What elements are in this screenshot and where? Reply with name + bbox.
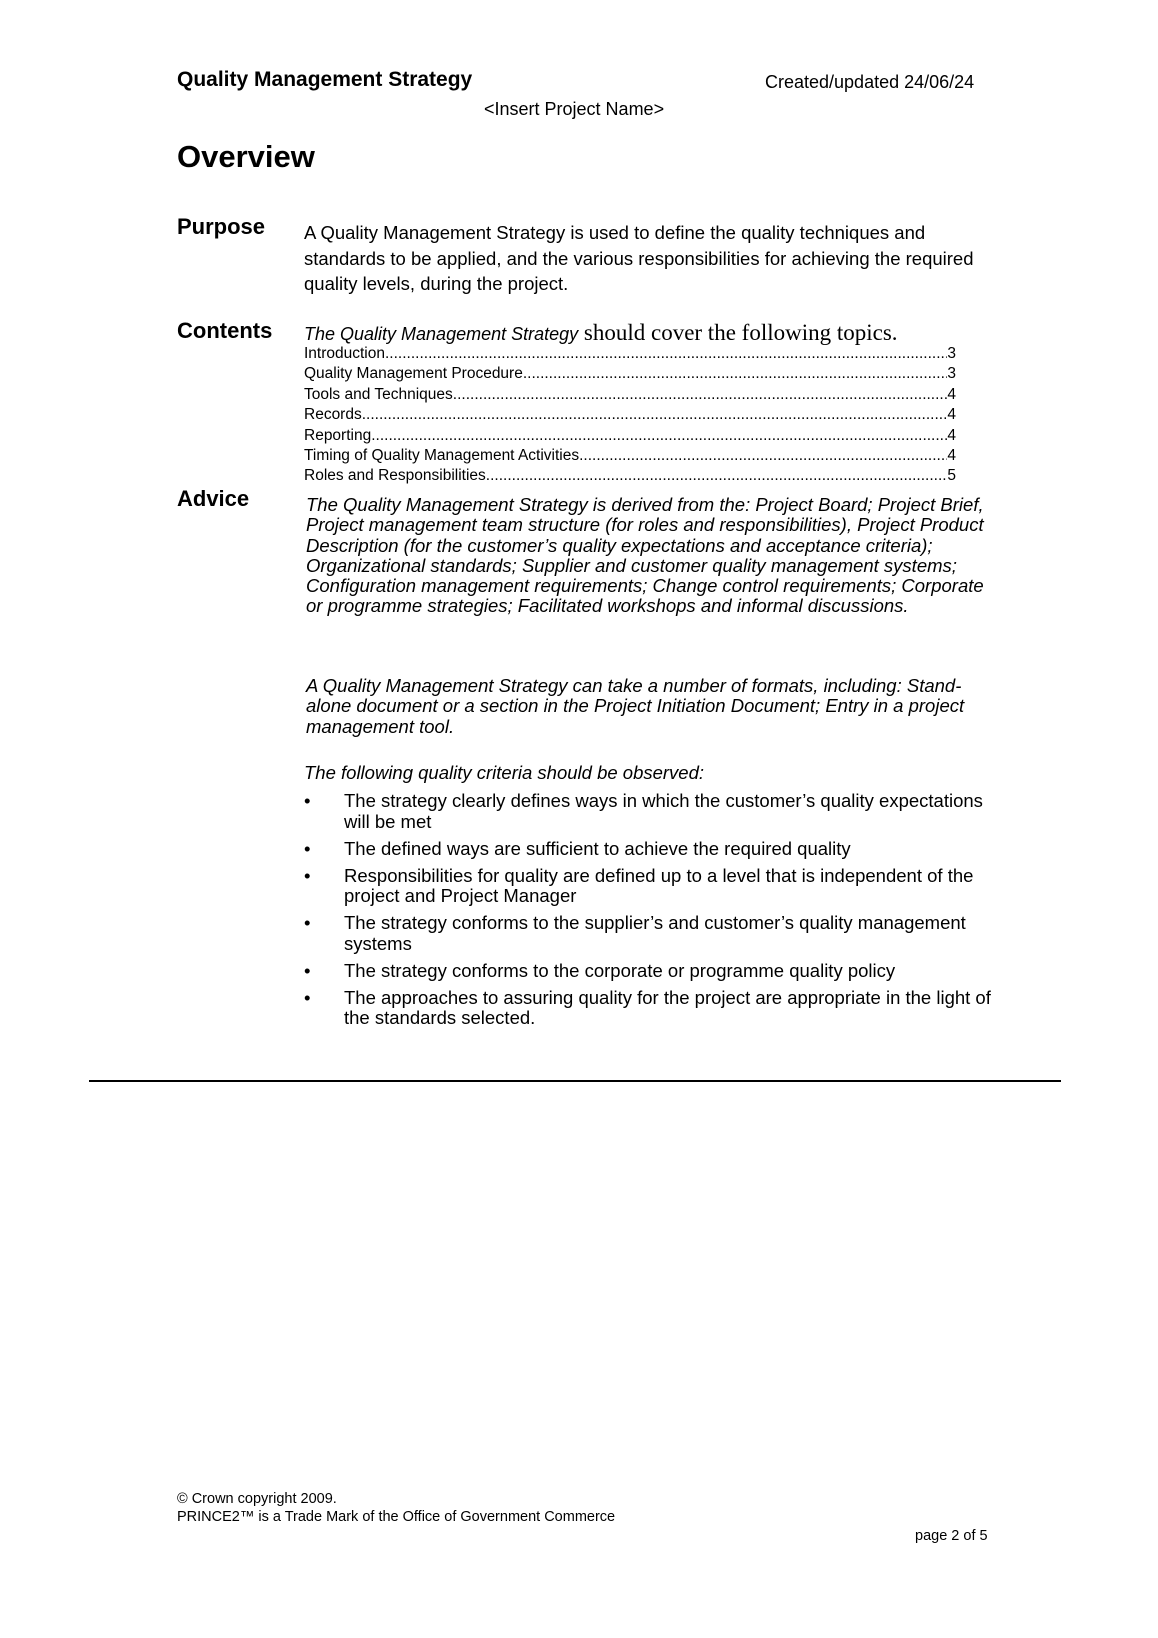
toc-entry-page: 3: [947, 345, 956, 362]
toc-leader: [523, 365, 948, 383]
toc-leader: [486, 467, 948, 485]
criteria-text: The approaches to assuring quality for the project are appropriate in the light of the standards selected.: [344, 986, 991, 1028]
toc-entry-page: 4: [947, 385, 956, 403]
toc-entry-label: Roles and Responsibilities: [304, 467, 486, 485]
toc-entry-page: 4: [947, 426, 956, 444]
contents-intro-rest: should cover the following topics.: [578, 320, 898, 345]
criteria-item: [304, 791, 1004, 832]
toc-leader: [453, 386, 948, 404]
toc-entry-label: Timing of Quality Management Activities: [304, 446, 580, 464]
toc-entry[interactable]: [304, 467, 956, 487]
bullet-icon: •: [304, 986, 311, 1008]
quality-criteria-list: [304, 791, 1004, 1035]
page-number: page 2 of 5: [915, 1528, 988, 1544]
bullet-icon: •: [304, 912, 311, 933]
toc-leader: [385, 345, 947, 363]
toc-entry-label: Tools and Techniques: [304, 385, 453, 403]
criteria-text: The strategy conforms to the corporate or programme quality policy: [344, 959, 896, 981]
toc-leader: [371, 427, 947, 445]
trademark-notice: PRINCE2™ is a Trade Mark of the Office of Government Commerce: [177, 1509, 616, 1525]
table-of-contents: [304, 345, 956, 488]
criteria-item: [304, 961, 1004, 982]
toc-entry[interactable]: [304, 386, 956, 406]
toc-entry-label: Reporting: [304, 426, 372, 444]
purpose-label: Purpose: [177, 214, 266, 239]
advice-paragraph: The Quality Management Strategy is derived from the: Project Board; Project Brief, Project management team structure (for roles and responsibilities), Project Product Description (for the customer’s quality expectations and acceptance criteria); Organizational standards; Supplier and customer quality management systems; Configuration management requirements; Change control requirements; Corporate or programme strategies; Facilitated workshops and informal discussions.: [306, 494, 984, 617]
toc-entry-page: 4: [947, 446, 956, 464]
criteria-text: The strategy clearly defines ways in which the customer’s quality expectations will be met: [344, 790, 983, 832]
copyright-notice: © Crown copyright 2009.: [177, 1491, 337, 1507]
criteria-text: The defined ways are sufficient to achieve the required quality: [344, 837, 851, 859]
purpose-text: A Quality Management Strategy is used to define the quality techniques and standards to be applied, and the various responsibilities for achieving the required quality levels, during the project.: [304, 222, 974, 294]
toc-leader: [579, 447, 947, 465]
overview-heading: Overview: [177, 139, 315, 174]
toc-entry-page: 4: [947, 406, 956, 424]
toc-entry-page: 5: [947, 467, 956, 485]
criteria-intro: The following quality criteria should be observed:: [304, 762, 705, 783]
footer-divider: [89, 1080, 1061, 1082]
toc-entry-page: 3: [947, 365, 956, 383]
document-title: Quality Management Strategy: [177, 68, 473, 91]
updated-date: Created/updated 24/06/24: [765, 72, 975, 92]
bullet-icon: •: [304, 959, 311, 981]
bullet-icon: •: [304, 864, 311, 886]
criteria-item: [304, 866, 1004, 907]
bullet-icon: •: [304, 790, 311, 811]
toc-entry[interactable]: [304, 427, 956, 447]
criteria-item: [304, 988, 1004, 1029]
toc-entry-label: Introduction: [304, 345, 385, 362]
toc-entry[interactable]: [304, 406, 956, 426]
contents-label: Contents: [177, 318, 273, 343]
toc-entry[interactable]: [304, 365, 956, 385]
toc-leader: [362, 406, 948, 424]
advice-label: Advice: [177, 486, 250, 511]
bullet-icon: •: [304, 837, 311, 859]
criteria-text: The strategy conforms to the supplier’s and customer’s quality management systems: [344, 912, 966, 954]
toc-entry[interactable]: [304, 447, 956, 467]
toc-entry-label: Quality Management Procedure: [304, 365, 523, 383]
criteria-item: [304, 913, 1004, 954]
project-name: <Insert Project Name>: [484, 99, 665, 119]
criteria-item: [304, 839, 1004, 860]
contents-intro-italic: The Quality Management Strategy: [304, 324, 579, 344]
toc-entry-label: Records: [304, 406, 362, 424]
advice-formats-paragraph: A Quality Management Strategy can take a number of formats, including: Stand-alone document or a section in the Project Initiation Document; Entry in a project management tool.: [306, 675, 965, 737]
criteria-text: Responsibilities for quality are defined up to a level that is independent of the project and Project Manager: [344, 864, 974, 906]
toc-entry[interactable]: [304, 345, 956, 365]
contents-intro: [304, 320, 898, 346]
